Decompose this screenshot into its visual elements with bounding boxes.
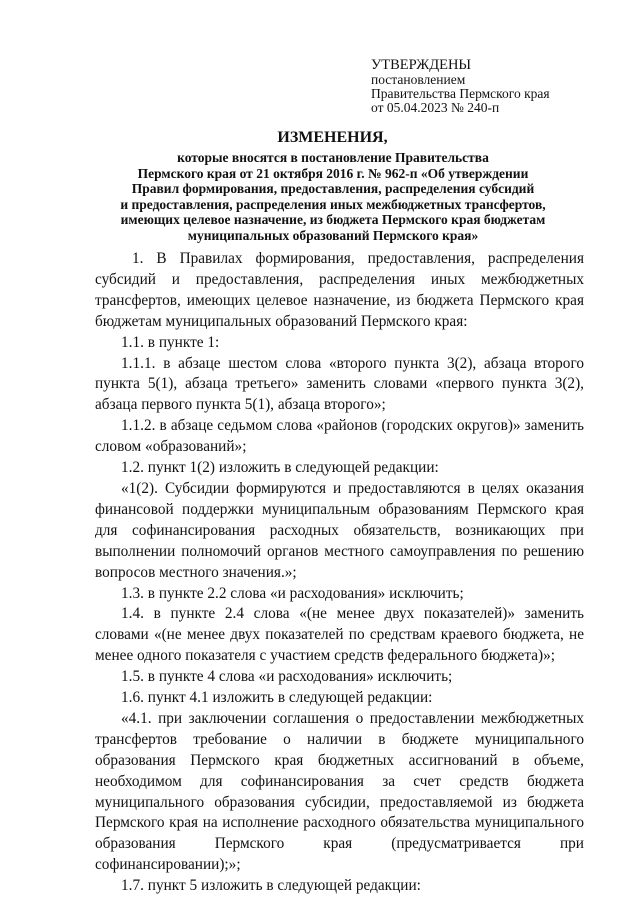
paragraph-1-5: 1.5. в пункте 4 слова «и расходования» исключить; (121, 668, 453, 686)
document-body (95, 249, 584, 897)
approval-block (371, 57, 611, 115)
subtitle-line: и предоставления, распределения иных межбюджетных трансфертов, (120, 196, 546, 212)
approval-heading: УТВЕРЖДЕНЫ (371, 57, 472, 73)
document-subtitle (88, 150, 578, 243)
subtitle-line: Правил формирования, предоставления, распределения субсидий (131, 181, 535, 196)
paragraph-1: 1. В Правилах формирования, предоставления, распределения субсидий и предоставления, распределения иных межбюджетных трансфертов, имеющих целевое назначение, из бюджета Пермского края бюджетам муниципальных образований Пермского края: (95, 250, 584, 330)
paragraph-1-1-1: 1.1.1. в абзаце шестом слова «второго пункта 3(2), абзаца второго пункта 5(1), абзаца третьего» заменить словами «первого пункта 3(2), абзаца первого пункта 5(1), абзаца второго»; (95, 354, 584, 414)
paragraph-1-2: 1.2. пункт 1(2) изложить в следующей редакции: (121, 459, 439, 477)
approval-line-date: от 05.04.2023 № 240-п (371, 100, 500, 115)
approval-line-government: Правительства Пермского края (371, 86, 550, 101)
paragraph-1-3: 1.3. в пункте 2.2 слова «и расходования» исключить; (121, 584, 464, 602)
subtitle-line: имеющих целевое назначение, из бюджета Пермского края бюджетам (120, 212, 546, 227)
paragraph-1-4: 1.4. в пункте 2.4 слова «(не менее двух показателей)» заменить словами «(не менее двух показателей по средствам краевого бюджета, не менее одного показателя с участием средств федерального бюджета)»; (95, 605, 584, 665)
paragraph-1-7: 1.7. пункт 5 изложить в следующей редакции: (121, 877, 421, 895)
paragraph-1-6: 1.6. пункт 4.1 изложить в следующей редакции: (121, 689, 433, 707)
paragraph-1-1: 1.1. в пункте 1: (121, 333, 220, 351)
paragraph-quote-1-2: «1(2). Субсидии формируются и предоставляются в целях оказания финансовой поддержки муниципальным образованиям Пермского края для софинансирования расходных обязательств, возникающих при выполнении полномочий органов местного самоуправления по решению вопросов местного значения.»; (95, 479, 584, 581)
paragraph-quote-4-1: «4.1. при заключении соглашения о предоставлении межбюджетных трансфертов требование о наличии в бюджете муниципального образования Пермского края бюджетных ассигнований в объеме, необходимом для софинансирования за счет средств бюджета муниципального образования субсидии, предоставляемой из бюджета Пермского края на исполнение расходного обязательства муниципального образования Пермского края (предусматривается при софинансировании);»; (95, 709, 584, 874)
document-title: ИЗМЕНЕНИЯ, (277, 129, 388, 146)
paragraph-1-1-2: 1.1.2. в абзаце седьмом слова «районов (городских округов)» заменить словом «образований»; (95, 417, 584, 456)
subtitle-line: которые вносятся в постановление Правительства (177, 150, 489, 165)
approval-line-decree: постановлением (371, 72, 466, 87)
subtitle-line: Пермского края от 21 октября 2016 г. № 962-п «Об утверждении (137, 165, 529, 181)
subtitle-line: муниципальных образований Пермского края» (187, 227, 479, 243)
